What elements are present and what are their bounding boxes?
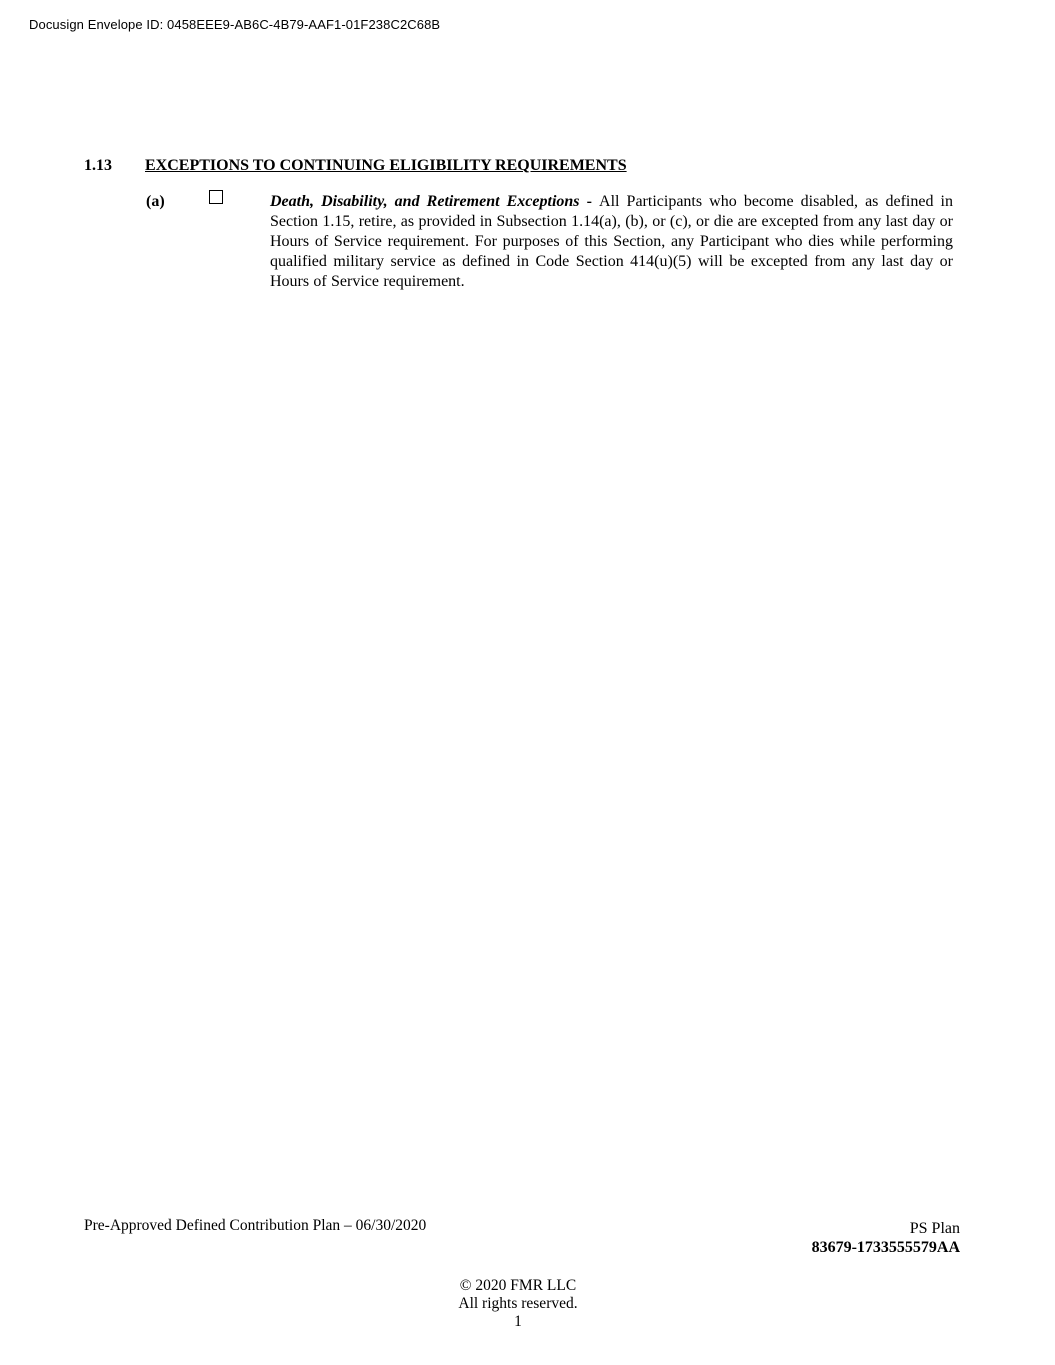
section-number: 1.13 [84, 157, 112, 174]
footer-plan-type: PS Plan [909, 1220, 960, 1237]
footer-plan-title: Pre-Approved Defined Contribution Plan – 06/30/2020 [84, 1217, 427, 1234]
footer-plan-id: 83679-1733555579AA [811, 1239, 960, 1256]
footer-copyright: © 2020 FMR LLC [459, 1277, 577, 1294]
exception-checkbox[interactable] [209, 190, 223, 204]
item-separator: - [579, 193, 600, 210]
footer-plan-info [812, 1219, 960, 1257]
section-title: EXCEPTIONS TO CONTINUING ELIGIBILITY REQUIREMENTS [145, 157, 627, 174]
item-body: All Participants who become disabled, as defined in Section 1.15, retire, as provided in Subsection 1.14(a), (b), or (c), or die are excepted from any last day or Hours of Service requirement. For purposes of this Section, any Participant who dies while performing qualified military service as defined in Code Section 414(u)(5) will be excepted from any last day or Hours of Service requirement. [270, 193, 953, 291]
footer-copyright-block [0, 1277, 1036, 1331]
envelope-id: Docusign Envelope ID: 0458EEE9-AB6C-4B79-AAF1-01F238C2C68B [29, 17, 441, 32]
section-heading [84, 156, 627, 175]
item-paragraph [270, 192, 953, 292]
page-number: 1 [514, 1313, 522, 1330]
footer-rights: All rights reserved. [458, 1295, 578, 1312]
item-label: (a) [146, 193, 165, 210]
item-heading: Death, Disability, and Retirement Exceptions [270, 193, 580, 210]
